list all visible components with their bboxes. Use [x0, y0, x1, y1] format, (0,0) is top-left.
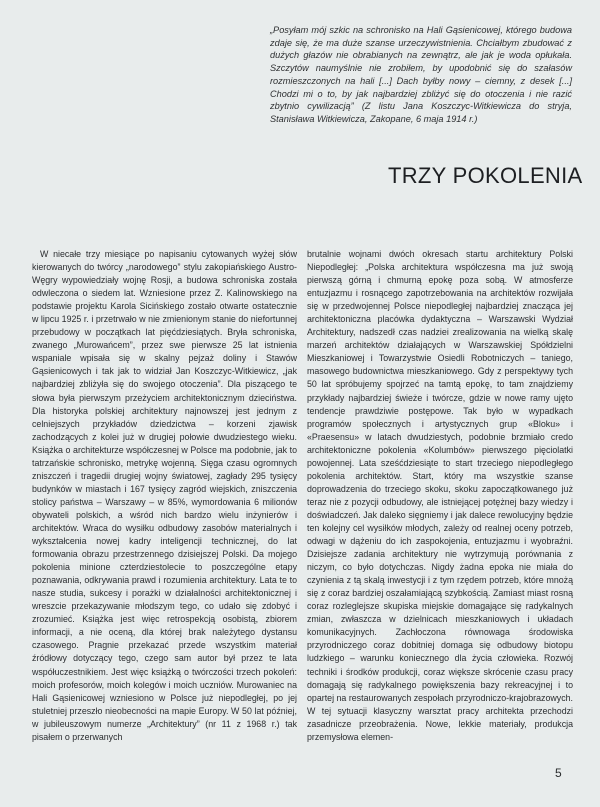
text-column-left: [32, 248, 297, 744]
text-column-right: [307, 248, 573, 744]
epigraph-quote: „Posyłam mój szkic na schronisko na Hali Gąsienicowej, którego budowa zdaje się, że ma duże szanse urzeczywistnienia. Chciałbym zbudować z dużych głazów nie obrabianych na zewnątrz, ale jak je woda opłukała. Szczytów naumyślnie nie zrobiłem, by upodobnić się do szałasów rozmieszczonych na hali [...] Dach byłby nowy – ciemny, z desek [...] Chodzi mi o to, by jak najbardziej zbliżyć się do otoczenia i nie razić zbytnio cywilizacją” (Z listu Jana Koszczyc-Witkiewicza do stryja, Stanisława Witkiewicza, Zakopane, 6 maja 1914 r.): [270, 25, 572, 124]
chapter-title: TRZY POKOLENIA: [388, 163, 583, 188]
page-number: 5: [555, 766, 562, 780]
body-paragraph-right: brutalnie wojnami dwóch okresach startu architektury Polski Niepodległej: „Polska architektura współczesna ma już swoją pierwszą górną i chmurną epokę poza sobą. W atmosferze entuzjazmu i rosnącego zapotrzebowania na architektów rozwijała się w przedwojennej Polsce niepodległej najbardziej znacząca jej architektoniczna placówka dydaktyczna – Warszawski Wydział Architektury, nadszedł czas nadziei zrealizowania na wielką skalę marzeń architektów działających w Warszawskiej Spółdzielni Mieszkaniowej i Towarzystwie Osiedli Robotniczych – taniego, masowego budownictwa mieszkaniowego. Gdy z perspektywy tych 50 lat spróbujemy spojrzeć na tamtą epokę, to tam znajdziemy przykłady najbardziej świeże i twórcze, gdzie w nowe ramy ujęto tendencje prawdziwie postępowe. Tak było w wypadkach programów społecznych i artystycznych grup «Bloku» i «Praesensu» w latach dwudziestych, podobnie brzmiało credo architektoniczne pokolenia «Kolumbów» pierwszego pięciolatki powojennej. Lata sześćdziesiąte to start trzeciego niepodległego pokolenia architektów. Start, który ma wszystkie szanse doprowadzenia do trzeciego skoku, skoku zapoczątkowanego już teraz nie z pozycji odbudowy, ale istniejącej potężnej bazy wiedzy i doświadczeń. Jak daleko sięgniemy i jak dalece rewolucyjny będzie ten kolejny cel wysiłków młodych, zależy od realnej oceny potrzeb, odwagi w dążeniu do ich zaspokojenia, entuzjazmu i wyobraźni. Dzisiejsze zadania architektury nie wytrzymują porównania z niczym, co było dotychczas. Nigdy żadna epoka nie miała do czynienia z tą skalą inwestycji i z tym rzędem potrzeb, które mnożą się z coraz bardziej oszałamiającą szybkością. Zamiast miast rosną coraz rozleglejsze skupiska miejskie domagające się radykalnych zmian, zwłaszcza w dzielnicach mieszkaniowych i układach komunikacyjnych. Zachłoczona równowaga środowiska przyrodniczego coraz dobitniej domaga się odbudowy biotopu ludzkiego – warunku koniecznego dla życia człowieka. Rozwój techniki i środków produkcji, coraz większe skrócenie czasu pracy domagają się radykalnego powiększenia bazy rekreacyjnej i to opartej na restaurowanych zespołach przyrodniczo-krajobrazowych. W tej sytuacji klasyczny warsztat pracy architekta przechodzi zasadnicze przeobrażenia. Nowe, lekkie materiały, produkcja przemysłowa elemen-: [307, 249, 573, 742]
body-paragraph-left: W niecałe trzy miesiące po napisaniu cytowanych wyżej słów kierowanych do twórcy „narodowego” stylu zakopiańskiego Austro-Węgry wypowiedziały wojnę Rosji, a budowa schroniska została odwleczona o siedem lat. Wzniesione przez Z. Kalinowskiego na podstawie projektu Karola Sicińskiego zostało otwarte ostatecznie w lipcu 1925 r. i przetrwało w nie zmienionym stanie do niefortunnej przebudowy w początkach lat pięćdziesiątych. Bryła schroniska, zwanego „Murowańcem”, przez swe pierwsze 25 lat istnienia wspaniale wpisała się w skalny pejzaż doliny i Stawów Gąsienicowych i tak jak to widział Jan Koszczyc-Witkiewicz, „jak najbardziej zbliżyła się do swojego otoczenia”. Dla piszącego te słowa była pierwszym przeżyciem architektonicznym dzieciństwa. Dla historyka polskiej architektury najnowszej jest jednym z celniejszych przykładów dziedzictwa – korzeni zjawisk zachodzących z kolei już w drugiej połowie dwudziestego wieku. Książka o architekturze współczesnej w Polsce ma podobnie, jak to tatrzańskie schronisko, metrykę wojenną. Sięga czasu ogromnych zniszczeń i tragedii drugiej wojny światowej, zagłady 295 tysięcy budynków w miastach i 167 tysięcy zagród wiejskich, zniszczenia stolicy państwa – Warszawy – w 85%, wymordowania 6 milionów obywateli polskich, a wśród nich bardzo wielu inżynierów i architektów. Wraca do wysiłku odbudowy zasobów materialnych i wykształcenia nowej kadry inteligencji technicznej, do lat formowania obrazu przestrzennego dzisiejszej Polski. Da mojego pokolenia minione czterdziestolecie to poszczególne etapy poznawania, odkrywania prawd i rozumienia architektury. Lata te to nasze studia, sukcesy i porażki w działalności architektonicznej i wreszcie przekazywanie młodszym tego, co udało się zdobyć i zrozumieć. Książka jest więc retrospekcją osobistą, zbiorem informacji, a nie oceną, dla której brak należytego dystansu czasowego. Pragnie przekazać przede wszystkim materiał źródłowy dotyczący tego, czego sam autor był przez te lata współuczestnikiem. Jest więc książką o twórczości trzech pokoleń: moich profesorów, moich kolegów i moich uczniów. Murowaniec na Hali Gąsienicowej wzniesiono w Polsce już niepodległej, po jej stuletniej przeszło nieobecności na mapie Europy. W 50 lat później, w jubileuszowym numerze „Architektury” (nr 11 z 1968 r.) tak pisałem o przerwanych: [32, 249, 297, 742]
